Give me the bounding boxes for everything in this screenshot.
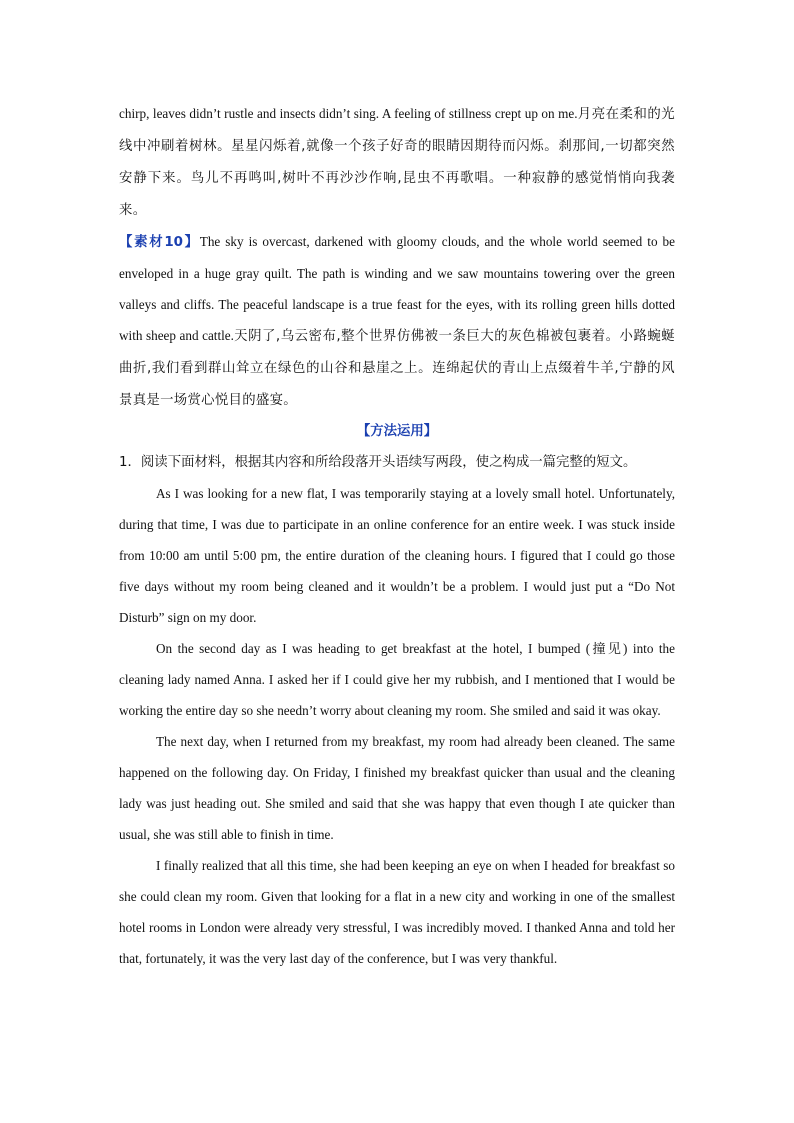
story-paragraph-1: As I was looking for a new flat, I was temporarily staying at a lovely small hotel. Unfortunately, during that time, I was due to participate in an online conference for an entire week. I was stuck inside from 10:00 am until 5:00 pm, the entire duration of the cleaning hours. I figured that I could go those five days without my room being cleaned and it wouldn’t be a problem. I would just put a “Do Not Disturb” sign on my door. [119,486,675,625]
story-paragraph-4: I finally realized that all this time, she had been keeping an eye on when I headed for breakfast so she could clean my room. Given that looking for a flat in a new city and working in one of the smallest hotel rooms in London were already very stressful, I was incredibly moved. I thanked Anna and told her that, fortunately, it was the very last day of the conference, but I was very thankful. [119,858,675,966]
top-paragraph-english: chirp, leaves didn’t rustle and insects didn’t sing. A feeling of stillness crept up on me. [119,106,578,121]
material-10-paragraph [119,226,675,416]
question-instruction: 1．阅读下面材料，根据其内容和所给段落开头语续写两段，使之构成一篇完整的短文。 [119,455,637,470]
story-paragraph-2: On the second day as I was heading to get breakfast at the hotel, I bumped (撞见) into the cleaning lady named Anna. I asked her if I could give her my rubbish, and I mentioned that I would be working the entire day so she needn’t worry about cleaning my room. She smiled and said it was okay. [119,641,675,718]
document-page [119,98,675,974]
material-10-tag: 【素材10】 [119,235,200,250]
top-paragraph [119,98,675,226]
story-paragraph-3: The next day, when I returned from my breakfast, my room had already been cleaned. The same happened on the following day. On Friday, I finished my breakfast quicker than usual and the cleaning lady was just heading out. She smiled and said that she was happy that even though I ate quicker than usual, she was still able to finish in time. [119,734,675,842]
section-title: 【方法运用】 [356,424,438,439]
material-10-chinese: 天阴了,乌云密布,整个世界仿佛被一条巨大的灰色棉被包裹着。小路蜿蜒曲折,我们看到群山耸立在绿色的山谷和悬崖之上。连绵起伏的青山上点缀着牛羊,宁静的风景真是一场赏心悦目的盛宴。 [119,329,675,408]
material-10-english: The sky is overcast, darkened with gloomy clouds, and the whole world seemed to be enveloped in a huge gray quilt. The path is winding and we saw mountains towering over the green valleys and cliffs. The peaceful landscape is a true feast for the eyes, with its rolling green hills dotted with sheep and cattle. [119,234,675,343]
top-paragraph-chinese: 月亮在柔和的光线中冲刷着树林。星星闪烁着,就像一个孩子好奇的眼睛因期待而闪烁。刹那间,一切都突然安静下来。鸟儿不再鸣叫,树叶不再沙沙作响,昆虫不再歌唱。一种寂静的感觉悄悄向我袭来。 [119,107,675,218]
